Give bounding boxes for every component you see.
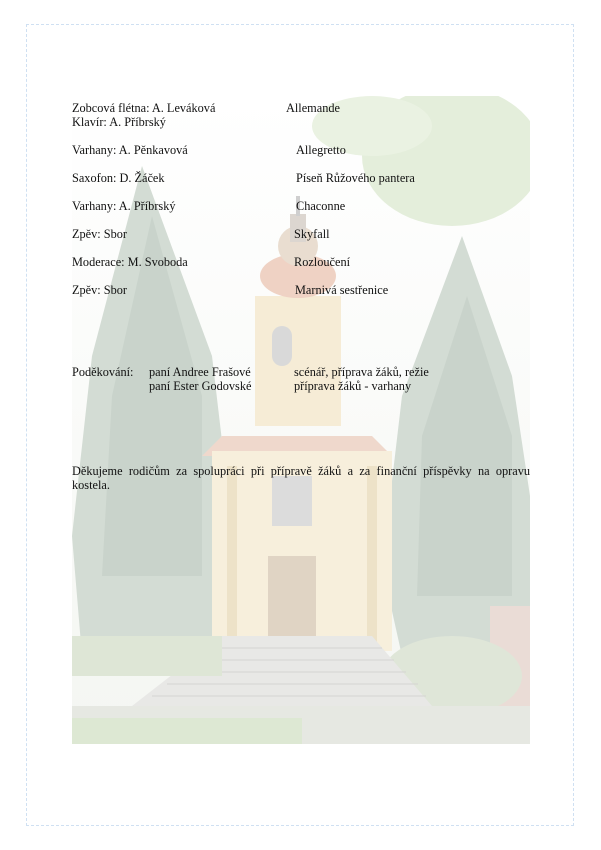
thanks-label: Poděkování:	[72, 365, 134, 379]
program-performer: Saxofon: D. Žáček	[72, 171, 165, 185]
program-performer: Zpěv: Sbor	[72, 227, 127, 241]
thanks-name: paní Andree Frašové	[149, 365, 251, 379]
program-performer: Moderace: M. Svoboda	[72, 255, 188, 269]
program-performer: Zpěv: Sbor	[72, 283, 127, 297]
program-piece: Allemande	[286, 101, 340, 115]
program-piece: Allegretto	[296, 143, 346, 157]
program-piece: Píseň Růžového pantera	[296, 171, 415, 185]
program-piece: Rozloučení	[294, 255, 351, 269]
thanks-role: příprava žáků - varhany	[294, 379, 412, 393]
program-piece: Skyfall	[294, 227, 330, 241]
thanks-name: paní Ester Godovské	[149, 379, 252, 393]
closing-paragraph: Děkujeme rodičům za spolupráci při přípravě žáků a za finanční příspěvky na opravu kostela.	[72, 464, 530, 492]
program-performer: Klavír: A. Příbrský	[72, 115, 166, 129]
thanks-role: scénář, příprava žáků, režie	[294, 365, 429, 379]
program-performer: Varhany: A. Příbrský	[72, 199, 176, 213]
program-piece: Chaconne	[296, 199, 346, 213]
program-piece: Marnivá sestřenice	[295, 283, 389, 297]
church-background-image	[72, 96, 530, 744]
program-performer: Varhany: A. Pěnkavová	[72, 143, 188, 157]
program-performer: Zobcová flétna: A. Leváková	[72, 101, 216, 115]
